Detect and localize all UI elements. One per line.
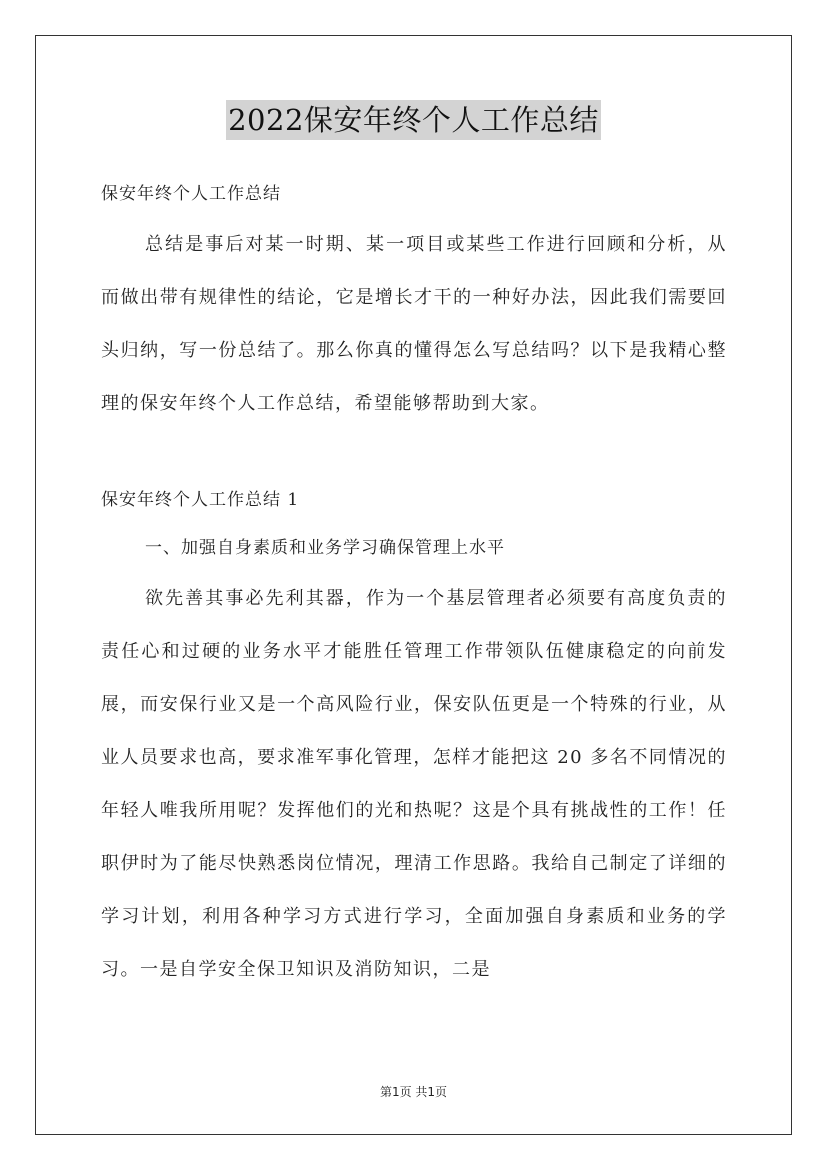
document-subtitle: 保安年终个人工作总结 [101, 184, 281, 204]
page-number: 第1页 共1页 [379, 1085, 448, 1099]
body-paragraph: 欲先善其事必先利其器，作为一个基层管理者必须要有高度负责的责任心和过硬的业务水平才能胜任管理工作带领队伍健康稳定的向前发展，而安保行业又是一个高风险行业，保安队伍更是一个特殊的行业，从业人员要求也高，要求准军事化管理，怎样才能把这 20 多名不同情况的年轻人唯我所用呢？发挥他们的光和热呢？这是个具有挑战性的工作！任职伊时为了能尽快熟悉岗位情况，理清工作思路。我给自己制定了详细的学习计划，利用各种学习方式进行学习，全面加强自身素质和业务的学习。一是自学安全保卫知识及消防知识，二是 [101, 588, 727, 980]
section-title: 保安年终个人工作总结 1 [101, 490, 300, 510]
title-container [0, 100, 827, 140]
paragraph-gap [101, 430, 727, 476]
section-heading: 一、加强自身素质和业务学习确保管理上水平 [145, 538, 505, 558]
intro-paragraph: 总结是事后对某一时期、某一项目或某些工作进行回顾和分析，从而做出带有规律性的结论，它是增长才干的一种好办法，因此我们需要回头归纳，写一份总结了。那么你真的懂得怎么写总结吗？以下是我精心整理的保安年终个人工作总结，希望能够帮助到大家。 [101, 234, 727, 414]
document-title: 2022保安年终个人工作总结 [226, 100, 601, 140]
document-body [101, 170, 727, 996]
